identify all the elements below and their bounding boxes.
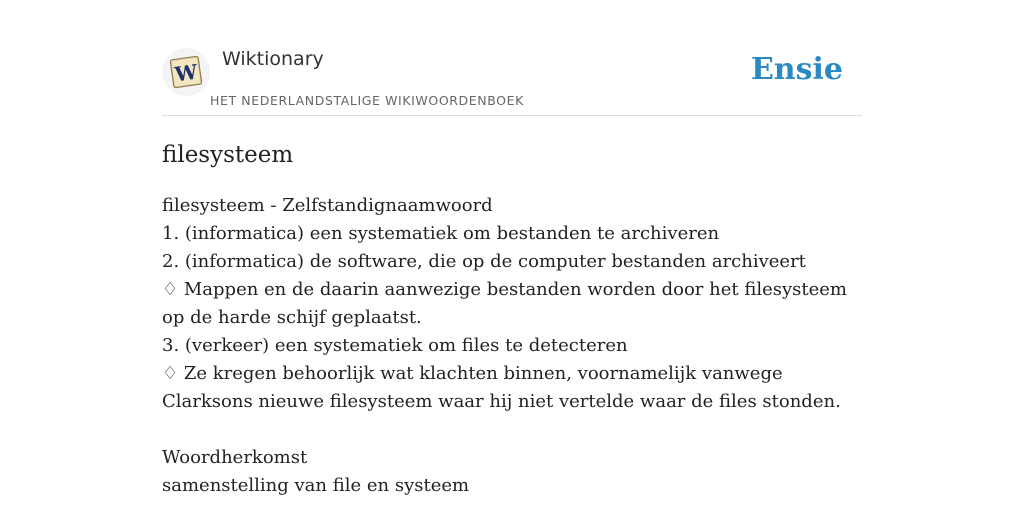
logo-letter: W xyxy=(173,59,199,87)
wiktionary-tile-icon xyxy=(162,48,210,96)
site-tagline: HET NEDERLANDSTALIGE WIKIWOORDENBOEK xyxy=(210,93,524,108)
example-2: ♢ Mappen en de daarin aanwezige bestanden worden door het filesysteem op de harde schijf geplaatst. xyxy=(162,279,847,328)
site-name[interactable]: Wiktionary xyxy=(222,48,324,70)
definition-3: 3. (verkeer) een systematiek om files te detecteren xyxy=(162,335,628,356)
wiktionary-logo[interactable] xyxy=(162,48,210,96)
spacer xyxy=(162,416,862,444)
dictionary-entry xyxy=(162,137,862,500)
etymology-text: samenstelling van file en systeem xyxy=(162,475,470,496)
site-header xyxy=(162,44,862,116)
etymology-heading: Woordherkomst xyxy=(162,447,308,468)
definition-1: 1. (informatica) een systematiek om bestanden te archiveren xyxy=(162,223,720,244)
entry-part-of-speech: filesysteem - Zelfstandignaamwoord xyxy=(162,195,493,216)
entry-title: filesysteem xyxy=(162,142,294,168)
definition-2: 2. (informatica) de software, die op de computer bestanden archiveert xyxy=(162,251,806,272)
ensie-brand-logo[interactable]: Ensie xyxy=(750,52,843,87)
example-3: ♢ Ze kregen behoorlijk wat klachten binnen, voornamelijk vanwege Clarksons nieuwe filesysteem waar hij niet vertelde waar de files stonden. xyxy=(162,363,841,412)
